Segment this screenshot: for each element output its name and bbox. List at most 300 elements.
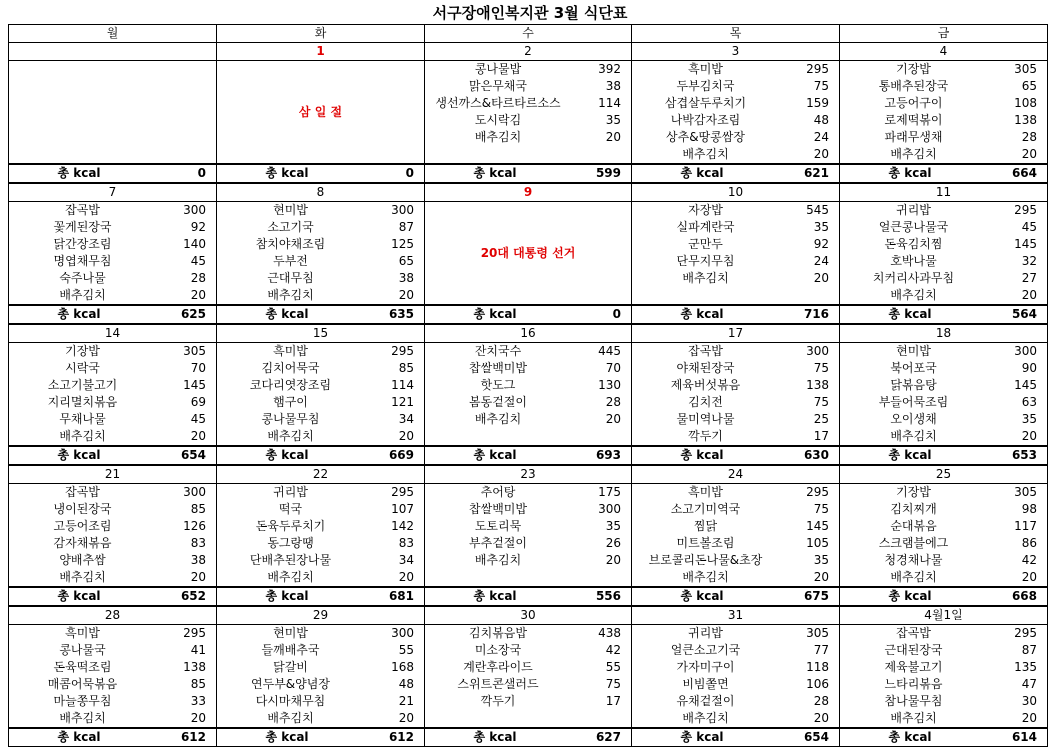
- menu-item: [840, 95, 1047, 112]
- menu-item: [632, 710, 839, 727]
- menu-item: [840, 112, 1047, 129]
- date-row: [9, 465, 1048, 484]
- menu-item: [840, 146, 1047, 163]
- total-cell: [425, 164, 632, 183]
- menu-item-kcal: 20: [1021, 570, 1037, 584]
- total-kcal: 630: [803, 448, 829, 462]
- menu-item-name: 연두부&양념장: [251, 677, 330, 691]
- menu-item-cell: [9, 676, 217, 693]
- menu-item: [9, 202, 216, 219]
- menu-item: [9, 710, 216, 727]
- menu-item-cell: [217, 411, 425, 428]
- menu-item-kcal: 25: [813, 412, 829, 426]
- total-kcal: 664: [1011, 166, 1037, 180]
- menu-item: [840, 552, 1047, 569]
- menu-item-cell: [632, 625, 840, 643]
- menu-item-kcal: 114: [598, 96, 621, 110]
- menu-item-kcal: 45: [190, 254, 206, 268]
- menu-item-cell: [217, 676, 425, 693]
- menu-item: [9, 377, 216, 394]
- menu-item: [632, 360, 839, 377]
- menu-item-kcal: 126: [183, 519, 206, 533]
- menu-item-name: 자장밥: [688, 203, 723, 217]
- menu-item-cell: [632, 253, 840, 270]
- menu-item-name: 배추김치: [59, 711, 106, 725]
- menu-item-cell: [9, 343, 217, 361]
- date-cell: 18: [840, 324, 1048, 343]
- menu-item-kcal: 35: [605, 519, 621, 533]
- menu-item-row: [9, 411, 1048, 428]
- date-cell: 24: [632, 465, 840, 484]
- menu-item-name: 배추김치: [890, 288, 937, 302]
- menu-item-kcal: 117: [1014, 519, 1037, 533]
- total-label: 총 kcal: [57, 448, 101, 462]
- total-label: 총 kcal: [888, 448, 932, 462]
- menu-item-row: [9, 501, 1048, 518]
- menu-item-cell: [425, 659, 632, 676]
- holiday-cell: 20대 대통령 선거: [425, 202, 632, 306]
- total-label: 총 kcal: [265, 166, 309, 180]
- menu-item-name: 배추김치: [59, 288, 106, 302]
- menu-item-kcal: 295: [391, 344, 414, 358]
- menu-item: [425, 394, 631, 411]
- menu-item-name: 김치볶음밥: [469, 626, 527, 640]
- menu-item-cell: [217, 202, 425, 220]
- menu-item-name: 다시마채무침: [255, 694, 326, 708]
- menu-item-name: 배추김치: [890, 711, 937, 725]
- menu-item-cell: [9, 129, 217, 146]
- total-label: 총 kcal: [680, 307, 724, 321]
- menu-item: [9, 360, 216, 377]
- menu-item-kcal: 20: [813, 570, 829, 584]
- menu-item-row: [9, 428, 1048, 446]
- menu-item-kcal: 35: [1021, 412, 1037, 426]
- menu-item-kcal: 300: [183, 485, 206, 499]
- menu-item: [840, 693, 1047, 710]
- menu-item: [217, 676, 424, 693]
- menu-item-row: [9, 659, 1048, 676]
- menu-item-cell: [217, 625, 425, 643]
- menu-item-kcal: 20: [398, 288, 414, 302]
- total-row: [9, 164, 1048, 183]
- menu-item-cell: [9, 270, 217, 287]
- menu-item-kcal: 87: [398, 220, 414, 234]
- menu-item-kcal: 48: [398, 677, 414, 691]
- menu-item: [425, 411, 631, 428]
- menu-item-kcal: 20: [398, 429, 414, 443]
- menu-item-cell: [9, 61, 217, 79]
- total-label: 총 kcal: [265, 448, 309, 462]
- menu-item: [840, 377, 1047, 394]
- menu-item-cell: [840, 501, 1048, 518]
- menu-item-kcal: 45: [190, 412, 206, 426]
- menu-item-name: 계란후라이드: [463, 660, 533, 674]
- menu-item-kcal: 28: [813, 694, 829, 708]
- weekday-header: 화: [217, 25, 425, 43]
- menu-item-cell: [632, 484, 840, 502]
- menu-item-name: 상추&땅콩쌈장: [666, 130, 745, 144]
- menu-item-kcal: 125: [391, 237, 414, 251]
- total-label: 총 kcal: [888, 166, 932, 180]
- menu-item-kcal: 20: [813, 271, 829, 285]
- date-cell: 28: [9, 606, 217, 625]
- total-row: [9, 587, 1048, 606]
- menu-item-cell: [840, 659, 1048, 676]
- menu-item: [632, 428, 839, 445]
- menu-item-cell: [9, 112, 217, 129]
- menu-item-cell: [217, 552, 425, 569]
- menu-item: [632, 377, 839, 394]
- menu-item-row: [9, 642, 1048, 659]
- menu-item-row: [9, 710, 1048, 728]
- menu-item-name: 현미밥: [273, 203, 308, 217]
- menu-item: [632, 61, 839, 78]
- menu-item: [632, 676, 839, 693]
- menu-item-cell: [632, 659, 840, 676]
- menu-item-kcal: 107: [391, 502, 414, 516]
- menu-item-name: 야채된장국: [676, 361, 735, 375]
- menu-item: [840, 501, 1047, 518]
- menu-item-name: 배추김치: [267, 711, 314, 725]
- total-kcal: 635: [388, 307, 414, 321]
- menu-item-cell: [217, 253, 425, 270]
- menu-item-row: [9, 360, 1048, 377]
- menu-item-cell: [425, 693, 632, 710]
- total-kcal: 0: [612, 307, 621, 321]
- menu-item-name: 배추김치: [682, 711, 729, 725]
- menu-item-name: 배추김치: [682, 570, 729, 584]
- menu-item-name: 단배추된장나물: [249, 553, 332, 567]
- weekday-header-row: [9, 25, 1048, 43]
- menu-item-cell: [632, 61, 840, 79]
- menu-item-cell: [425, 642, 632, 659]
- total-kcal: 0: [197, 166, 206, 180]
- menu-item-row: [9, 484, 1048, 502]
- menu-item-name: 로제떡볶이: [884, 113, 943, 127]
- menu-item: [632, 219, 839, 236]
- menu-item: [217, 569, 424, 586]
- menu-item-cell: [840, 625, 1048, 643]
- menu-item-cell: [840, 552, 1048, 569]
- menu-item: [9, 394, 216, 411]
- menu-item: [9, 676, 216, 693]
- weekday-header: 수: [425, 25, 632, 43]
- date-cell: 11: [840, 183, 1048, 202]
- total-cell: [425, 305, 632, 324]
- menu-item-cell: [425, 625, 632, 643]
- menu-item: [840, 569, 1047, 586]
- menu-item: [840, 236, 1047, 253]
- menu-item-name: 배추김치: [890, 147, 937, 161]
- menu-item-cell: [840, 411, 1048, 428]
- menu-item-cell: [632, 129, 840, 146]
- menu-item-name: 생선까스&타르타르소스: [435, 96, 561, 110]
- date-cell: 10: [632, 183, 840, 202]
- menu-item-name: 냉이된장국: [53, 502, 112, 516]
- menu-item-cell: [840, 129, 1048, 146]
- menu-item: [632, 95, 839, 112]
- total-label: 총 kcal: [265, 307, 309, 321]
- menu-item-kcal: 305: [183, 344, 206, 358]
- menu-item-name: 근대된장국: [884, 643, 943, 657]
- total-cell: [9, 587, 217, 606]
- menu-item-kcal: 295: [1014, 626, 1037, 640]
- menu-item-kcal: 545: [806, 203, 829, 217]
- menu-item-name: 코다리엿장조림: [249, 378, 332, 392]
- menu-item-kcal: 92: [190, 220, 206, 234]
- menu-item-kcal: 438: [598, 626, 621, 640]
- menu-item-name: 맑은무채국: [469, 79, 527, 93]
- menu-item-row: [9, 535, 1048, 552]
- menu-item-kcal: 20: [190, 288, 206, 302]
- menu-item-kcal: 20: [398, 570, 414, 584]
- menu-item: [9, 518, 216, 535]
- menu-item: [217, 270, 424, 287]
- menu-item: [840, 625, 1047, 642]
- menu-item-name: 꽃게된장국: [53, 220, 112, 234]
- menu-item-name: 느타리볶음: [884, 677, 943, 691]
- total-kcal: 614: [1011, 730, 1037, 744]
- menu-item-cell: [217, 270, 425, 287]
- menu-item-cell: [425, 61, 632, 79]
- menu-item: [840, 535, 1047, 552]
- menu-item-cell: [840, 377, 1048, 394]
- menu-item-kcal: 38: [398, 271, 414, 285]
- menu-item-kcal: 145: [1014, 237, 1037, 251]
- menu-item-cell: [9, 569, 217, 587]
- menu-item: [9, 236, 216, 253]
- menu-item: [840, 518, 1047, 535]
- menu-item-name: 돈육김치찜: [884, 237, 943, 251]
- menu-item-cell: [9, 95, 217, 112]
- menu-item-cell: [9, 552, 217, 569]
- menu-item-kcal: 168: [391, 660, 414, 674]
- menu-item-name: 청경채나물: [884, 553, 943, 567]
- menu-item-name: 배추김치: [267, 288, 314, 302]
- menu-item-cell: [9, 377, 217, 394]
- menu-item: [9, 287, 216, 304]
- menu-item-cell: [217, 219, 425, 236]
- menu-item-name: 배추김치: [474, 553, 522, 567]
- menu-item-cell: [217, 569, 425, 587]
- menu-item-name: 깍두기: [688, 429, 723, 443]
- total-kcal: 627: [595, 730, 621, 744]
- total-cell: [9, 728, 217, 747]
- menu-item-name: 배추김치: [267, 429, 314, 443]
- menu-item-cell: [840, 146, 1048, 164]
- menu-item: [9, 693, 216, 710]
- menu-item-kcal: 108: [1014, 96, 1037, 110]
- menu-item-name: 마늘쫑무침: [53, 694, 112, 708]
- menu-item-name: 스크램블에그: [878, 536, 949, 550]
- date-cell: 9: [425, 183, 632, 202]
- menu-item-kcal: 27: [1021, 271, 1037, 285]
- menu-item-name: 배추김치: [890, 429, 937, 443]
- menu-item-name: 찜닭: [693, 519, 718, 533]
- menu-item-name: 현미밥: [273, 626, 308, 640]
- menu-item-cell: [840, 253, 1048, 270]
- menu-item-cell: [9, 535, 217, 552]
- menu-item-name: 소고기국: [267, 220, 314, 234]
- menu-item-kcal: 445: [598, 344, 621, 358]
- menu-item-row: [9, 394, 1048, 411]
- menu-item-kcal: 35: [813, 220, 829, 234]
- menu-item-name: 떡국: [278, 502, 303, 516]
- menu-item-cell: [9, 411, 217, 428]
- menu-item-kcal: 87: [1021, 643, 1037, 657]
- menu-item: [425, 112, 631, 129]
- menu-item-name: 근대무침: [267, 271, 314, 285]
- menu-item-name: 스위트콘샐러드: [457, 677, 539, 691]
- menu-item-name: 돈육두루치기: [255, 519, 326, 533]
- menu-item: [632, 411, 839, 428]
- menu-item-kcal: 300: [183, 203, 206, 217]
- menu-item: [9, 642, 216, 659]
- menu-item-name: 배추김치: [682, 147, 729, 161]
- total-cell: [217, 164, 425, 183]
- menu-item: [632, 112, 839, 129]
- menu-item: [840, 428, 1047, 445]
- menu-item: [632, 270, 839, 287]
- menu-item-name: 군만두: [688, 237, 723, 251]
- menu-item-kcal: 28: [1021, 130, 1037, 144]
- menu-item-cell: [632, 287, 840, 305]
- date-cell: 25: [840, 465, 1048, 484]
- menu-item: [9, 535, 216, 552]
- menu-item-cell: [632, 270, 840, 287]
- menu-item-cell: [217, 518, 425, 535]
- menu-item: [840, 129, 1047, 146]
- menu-item-cell: [840, 202, 1048, 220]
- menu-item-kcal: 65: [1021, 79, 1037, 93]
- date-cell: 4: [840, 43, 1048, 61]
- menu-item-name: 봄동겉절이: [469, 395, 527, 409]
- total-label: 총 kcal: [57, 166, 101, 180]
- menu-item-cell: [840, 428, 1048, 446]
- menu-item: [425, 659, 631, 676]
- menu-item-name: 부들어묵조림: [878, 395, 949, 409]
- total-label: 총 kcal: [473, 589, 517, 603]
- menu-item: [632, 484, 839, 501]
- menu-item: [632, 625, 839, 642]
- menu-item-kcal: 305: [1014, 485, 1037, 499]
- menu-item-name: 단무지무침: [676, 254, 735, 268]
- menu-item-name: 가자미구이: [676, 660, 735, 674]
- menu-item-name: 찹쌀백미밥: [469, 502, 527, 516]
- menu-item-kcal: 75: [813, 395, 829, 409]
- menu-item-kcal: 295: [183, 626, 206, 640]
- menu-item: [9, 411, 216, 428]
- menu-item-kcal: 47: [1021, 677, 1037, 691]
- total-cell: [9, 305, 217, 324]
- menu-item-name: 잡곡밥: [65, 485, 100, 499]
- menu-item-cell: [9, 78, 217, 95]
- menu-item-cell: [840, 112, 1048, 129]
- menu-item-name: 잡곡밥: [65, 203, 100, 217]
- menu-item-kcal: 38: [605, 79, 621, 93]
- menu-item-cell: [632, 428, 840, 446]
- menu-item: [217, 253, 424, 270]
- total-kcal: 675: [803, 589, 829, 603]
- menu-item-cell: [217, 394, 425, 411]
- menu-item: [217, 552, 424, 569]
- menu-item-cell: [217, 236, 425, 253]
- date-cell: 29: [217, 606, 425, 625]
- menu-item-kcal: 69: [190, 395, 206, 409]
- menu-item-cell: [632, 360, 840, 377]
- total-label: 총 kcal: [473, 307, 517, 321]
- menu-item-cell: [632, 236, 840, 253]
- menu-item: [217, 518, 424, 535]
- menu-item-kcal: 38: [190, 553, 206, 567]
- menu-item-kcal: 20: [190, 429, 206, 443]
- total-kcal: 0: [405, 166, 414, 180]
- menu-item-kcal: 20: [813, 711, 829, 725]
- menu-item-cell: [632, 411, 840, 428]
- menu-item: [632, 642, 839, 659]
- menu-item-kcal: 48: [813, 113, 829, 127]
- menu-item-kcal: 70: [190, 361, 206, 375]
- menu-item: [9, 552, 216, 569]
- menu-item-cell: [425, 484, 632, 502]
- menu-item: [9, 343, 216, 360]
- menu-item: [840, 202, 1047, 219]
- total-kcal: 556: [595, 589, 621, 603]
- menu-item: [9, 625, 216, 642]
- holiday-cell: 삼 일 절: [217, 61, 425, 165]
- menu-item-name: 참나물무침: [884, 694, 943, 708]
- menu-item-kcal: 85: [190, 502, 206, 516]
- total-row: [9, 446, 1048, 465]
- total-cell: [632, 446, 840, 465]
- menu-item-cell: [840, 394, 1048, 411]
- total-cell: [217, 305, 425, 324]
- menu-item-name: 추어탕: [480, 485, 516, 499]
- menu-item-name: 콩나물무침: [261, 412, 320, 426]
- menu-item: [425, 552, 631, 569]
- menu-item-kcal: 70: [605, 361, 621, 375]
- menu-item-kcal: 20: [605, 553, 621, 567]
- menu-item-cell: [840, 61, 1048, 79]
- menu-item-cell: [425, 112, 632, 129]
- menu-item-name: 실파계란국: [676, 220, 735, 234]
- menu-item: [9, 270, 216, 287]
- page-title: 서구장애인복지관 3월 식단표: [432, 4, 628, 22]
- total-cell: [840, 587, 1048, 606]
- menu-item-kcal: 24: [813, 254, 829, 268]
- menu-item-kcal: 295: [806, 62, 829, 76]
- date-cell: 30: [425, 606, 632, 625]
- menu-item-cell: [425, 377, 632, 394]
- menu-item-name: 귀리밥: [896, 203, 931, 217]
- menu-item-row: [9, 202, 1048, 220]
- menu-item: [632, 552, 839, 569]
- menu-item-cell: [840, 535, 1048, 552]
- menu-item-kcal: 83: [190, 536, 206, 550]
- menu-item-kcal: 105: [806, 536, 829, 550]
- menu-item-cell: [9, 428, 217, 446]
- menu-item-kcal: 98: [1021, 502, 1037, 516]
- menu-item-name: 기장밥: [65, 344, 100, 358]
- menu-item-kcal: 121: [391, 395, 414, 409]
- menu-item-kcal: 24: [813, 130, 829, 144]
- total-cell: [217, 728, 425, 747]
- menu-item-name: 흑미밥: [273, 344, 308, 358]
- menu-item-name: 순대볶음: [890, 519, 937, 533]
- menu-item-name: 잔치국수: [474, 344, 522, 358]
- date-row: [9, 606, 1048, 625]
- date-cell: 21: [9, 465, 217, 484]
